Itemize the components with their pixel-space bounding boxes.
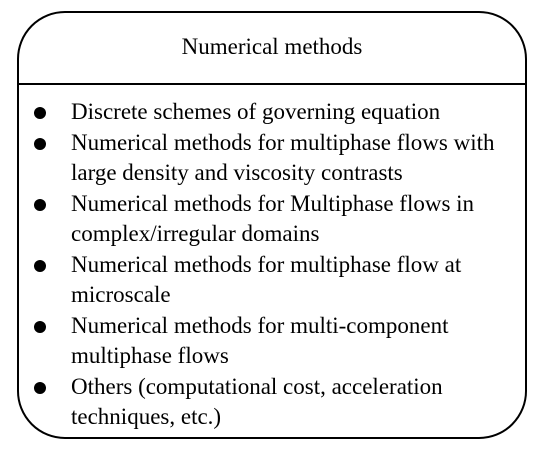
list-item-text: Numerical methods for Multiphase flows in complex/irregular domains [71, 190, 475, 246]
list-item [34, 372, 515, 433]
bullet-icon [34, 321, 46, 333]
list-item [34, 128, 515, 189]
list-item [34, 250, 515, 311]
list-item-text: Others (computational cost, acceleration techniques, etc.) [71, 373, 443, 429]
bullet-icon [34, 107, 46, 119]
list-item-text: Numerical methods for multiphase flows with large density and viscosity contrasts [71, 129, 495, 185]
bullet-icon [34, 382, 46, 394]
bullet-icon [34, 138, 46, 150]
methods-list [19, 85, 525, 433]
list-item [34, 189, 515, 250]
list-item [34, 311, 515, 372]
numerical-methods-box [17, 11, 527, 439]
bullet-icon [34, 199, 46, 211]
box-header [19, 13, 525, 85]
box-title: Numerical methods [181, 34, 363, 59]
list-item [34, 97, 515, 128]
list-item-text: Numerical methods for multi-component multiphase flows [71, 312, 449, 368]
list-item-text: Numerical methods for multiphase flow at microscale [71, 251, 462, 307]
bullet-icon [34, 260, 46, 272]
list-item-text: Discrete schemes of governing equation [71, 99, 441, 124]
